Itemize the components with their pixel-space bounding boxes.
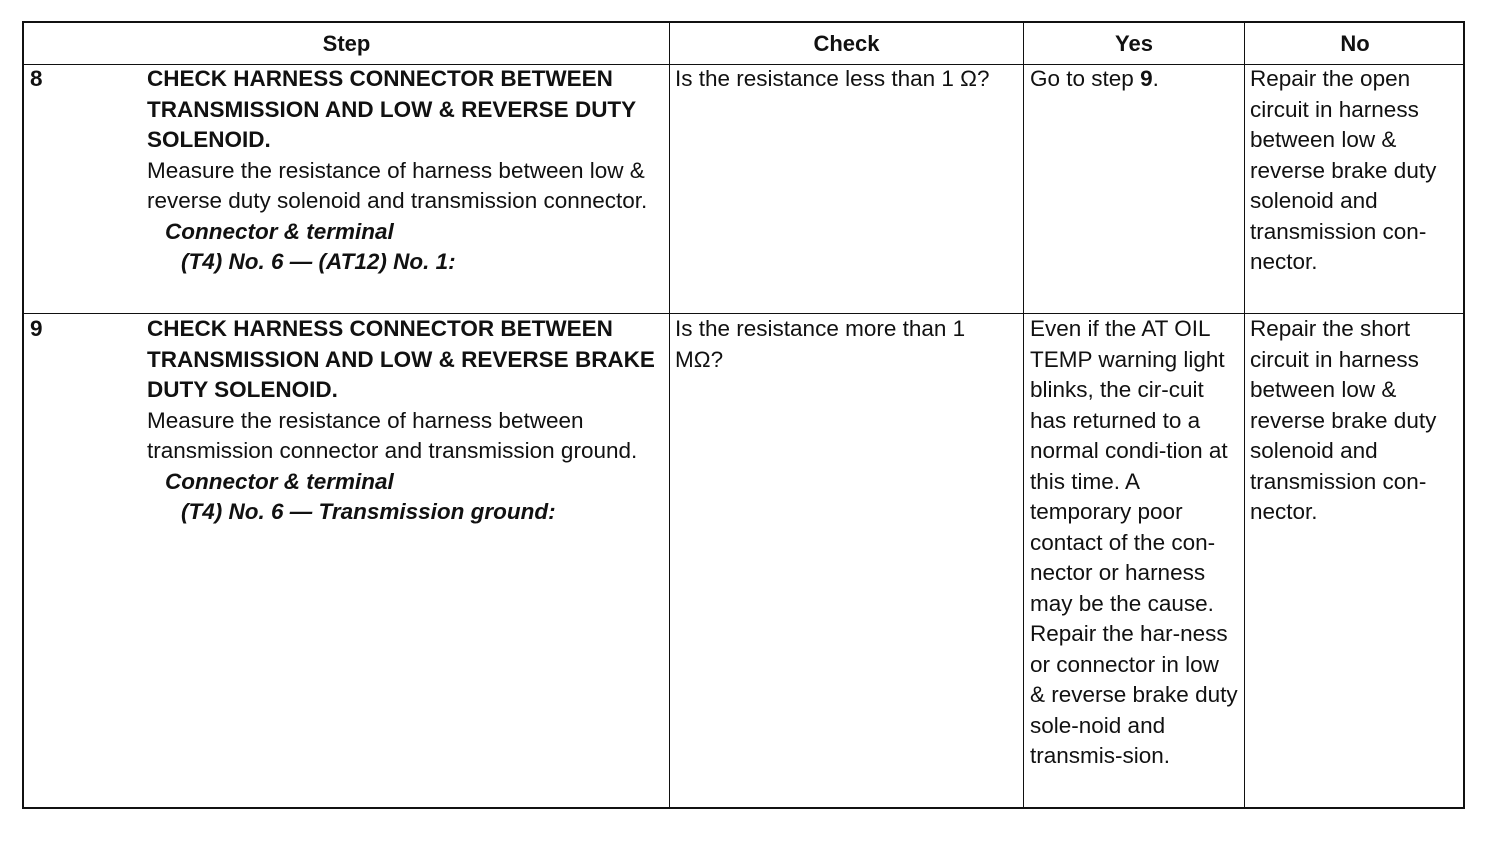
- column-divider-step-check: [669, 23, 670, 807]
- connector-label: Connector & terminal: [165, 218, 394, 244]
- column-divider-check-yes: [1023, 23, 1024, 807]
- header-yes: Yes: [1115, 31, 1153, 56]
- connector-terminal: (T4) No. 6 — Transmission ground:: [181, 499, 556, 524]
- header-step: Step: [322, 31, 371, 56]
- troubleshooting-table: [22, 21, 1465, 809]
- connector-terminal: (T4) No. 6 — (AT12) No. 1:: [181, 249, 456, 274]
- no-cell: Repair the short circuit in harness between low & reverse brake duty solenoid and transmission con-nector.: [1250, 316, 1437, 524]
- connector-label: Connector & terminal: [165, 468, 394, 494]
- step-description: Measure the resistance of harness between transmission connector and transmission ground.: [147, 407, 638, 463]
- header-check: Check: [813, 31, 880, 56]
- yes-cell: Even if the AT OIL TEMP warning light blinks, the cir-cuit has returned to a normal condi-tion at this time. A temporary poor contact of the con-nector or harness may be the cause. Repair the har-ness or connector in low & reverse brake duty sole-noid and transmis-sion.: [1030, 316, 1238, 768]
- no-cell: Repair the open circuit in harness between low & reverse brake duty solenoid and transmission con-nector.: [1250, 66, 1437, 274]
- check-cell: Is the resistance more than 1 MΩ?: [675, 316, 966, 372]
- step-cell: [147, 64, 665, 278]
- step-number: 9: [30, 316, 43, 341]
- yes-text: Go to step: [1030, 66, 1141, 91]
- check-cell: Is the resistance less than 1 Ω?: [675, 66, 990, 91]
- step-description: Measure the resistance of harness between low & reverse duty solenoid and transmission connector.: [147, 157, 648, 213]
- step-number: 8: [30, 66, 43, 91]
- yes-cell: [1030, 64, 1240, 95]
- step-title: CHECK HARNESS CONNECTOR BETWEEN TRANSMISSION AND LOW & REVERSE DUTY SOLENOID.: [147, 66, 636, 152]
- header-no: No: [1340, 31, 1370, 56]
- column-divider-yes-no: [1244, 23, 1245, 807]
- yes-suffix: .: [1152, 66, 1159, 91]
- step-title: CHECK HARNESS CONNECTOR BETWEEN TRANSMISSION AND LOW & REVERSE BRAKE DUTY SOLENOID.: [147, 316, 655, 402]
- step-cell: [147, 314, 665, 528]
- yes-step-number: 9: [1140, 66, 1153, 91]
